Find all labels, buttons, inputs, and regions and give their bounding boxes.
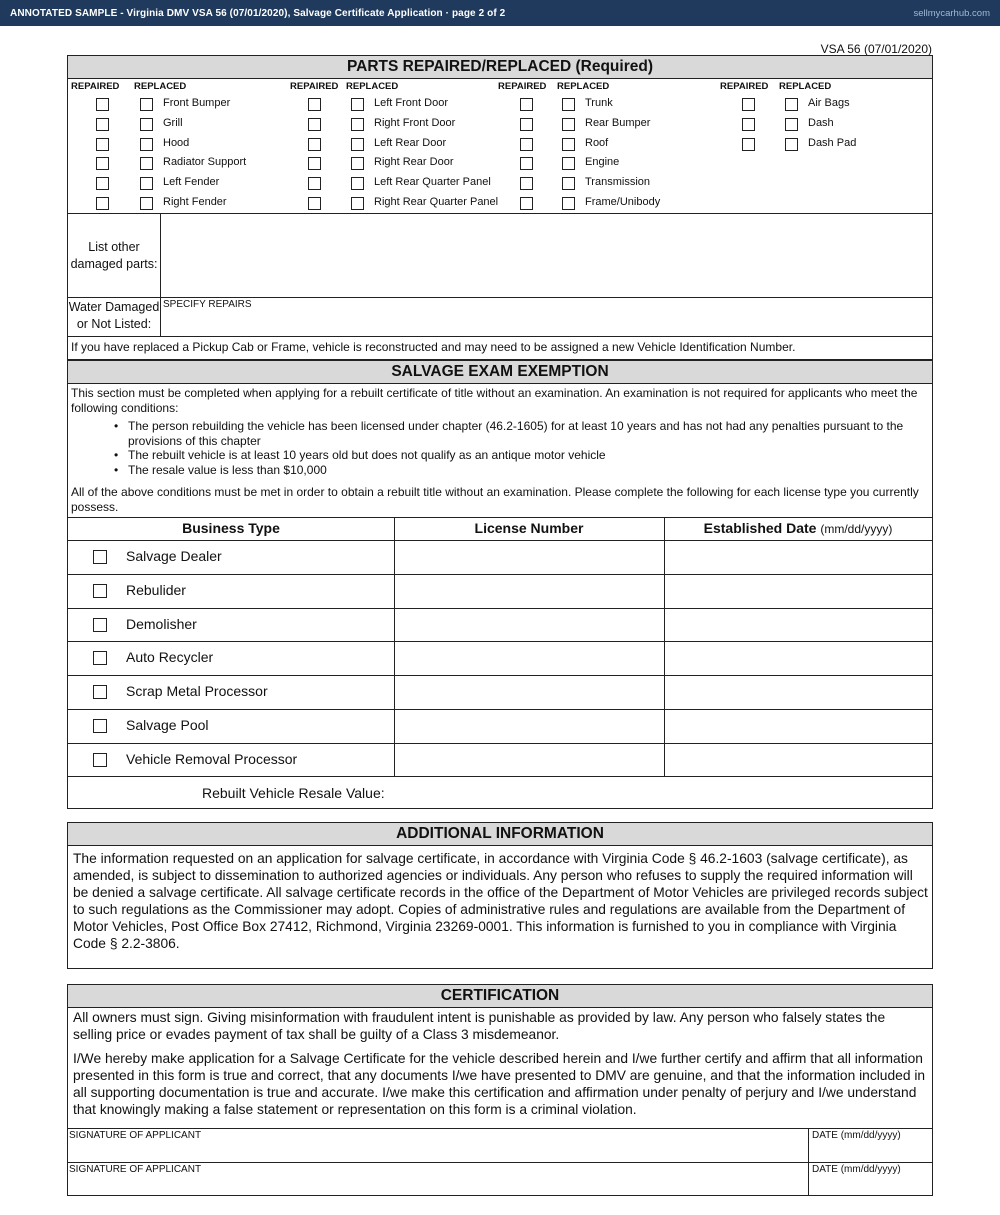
bullet-icon: •	[114, 448, 119, 462]
part-label: Right Rear Quarter Panel	[374, 196, 499, 208]
divider	[664, 517, 665, 776]
established-date-field[interactable]	[666, 711, 930, 741]
business-type-label: Scrap Metal Processor	[126, 683, 268, 699]
business-type-label: Rebulider	[126, 582, 186, 598]
parts-section	[67, 55, 933, 360]
divider	[394, 517, 395, 776]
established-date-field[interactable]	[666, 610, 930, 640]
part-label: Roof	[585, 137, 609, 149]
repaired-checkbox[interactable]	[742, 118, 755, 131]
established-date-field[interactable]	[666, 745, 930, 775]
divider	[68, 709, 932, 710]
additional-info-section	[67, 822, 933, 969]
specify-repairs-field[interactable]	[161, 311, 932, 336]
business-type-label: Vehicle Removal Processor	[126, 751, 298, 767]
replaced-checkbox[interactable]	[351, 118, 364, 131]
col-header-repaired: REPAIRED	[290, 81, 339, 92]
top-banner	[0, 0, 1000, 26]
replaced-checkbox[interactable]	[785, 98, 798, 111]
license-number-field[interactable]	[396, 610, 662, 640]
license-number-field[interactable]	[396, 711, 662, 741]
repaired-checkbox[interactable]	[96, 177, 109, 190]
banner-title: ANNOTATED SAMPLE - Virginia DMV VSA 56 (07/01/2020), Salvage Certificate Application · page 2 of 2	[10, 7, 506, 19]
replaced-checkbox[interactable]	[562, 197, 575, 210]
replaced-checkbox[interactable]	[562, 138, 575, 151]
certification-warning: All owners must sign. Giving misinformation with fraudulent intent is punishable as provided by law. Any person who falsely states the selling price or evades payment of tax shall be guilty of a Class 3 misdemeanor.	[73, 1010, 886, 1042]
replaced-checkbox[interactable]	[562, 98, 575, 111]
repaired-checkbox[interactable]	[742, 98, 755, 111]
business-type-label: Demolisher	[126, 616, 197, 632]
license-number-field[interactable]	[396, 542, 662, 572]
parts-heading: PARTS REPAIRED/REPLACED (Required)	[68, 56, 932, 79]
repaired-checkbox[interactable]	[520, 98, 533, 111]
resale-value-field[interactable]	[398, 779, 928, 807]
part-label: Front Bumper	[163, 97, 231, 109]
replaced-checkbox[interactable]	[140, 197, 153, 210]
replaced-checkbox[interactable]	[351, 138, 364, 151]
banner-site: sellmycarhub.com	[913, 7, 990, 19]
replaced-checkbox[interactable]	[140, 118, 153, 131]
business-type-label: Salvage Dealer	[126, 548, 222, 564]
additional-info-heading: ADDITIONAL INFORMATION	[68, 823, 932, 846]
water-damaged-label: Water Damaged or Not Listed:	[68, 300, 160, 331]
condition-text: The resale value is less than $10,000	[128, 462, 327, 477]
part-label: Dash Pad	[808, 137, 857, 149]
established-date-field[interactable]	[666, 677, 930, 707]
part-label: Grill	[163, 117, 183, 129]
divider	[808, 1129, 809, 1162]
signature-label: SIGNATURE OF APPLICANT	[69, 1164, 202, 1175]
divider	[68, 608, 932, 609]
part-label: Air Bags	[808, 97, 850, 109]
col-established-date	[664, 517, 932, 540]
part-label: Left Rear Quarter Panel	[374, 176, 491, 188]
part-label: Engine	[585, 156, 620, 168]
col-header-replaced: REPLACED	[779, 81, 832, 92]
part-label: Transmission	[585, 176, 650, 188]
repaired-checkbox[interactable]	[308, 138, 321, 151]
divider	[68, 297, 932, 298]
license-number-field[interactable]	[396, 643, 662, 673]
signature-row[interactable]	[68, 1128, 932, 1162]
repaired-checkbox[interactable]	[96, 197, 109, 210]
repaired-checkbox[interactable]	[308, 118, 321, 131]
part-label: Left Front Door	[374, 97, 448, 109]
part-label: Dash	[808, 117, 834, 129]
repaired-checkbox[interactable]	[520, 197, 533, 210]
exemption-outro: All of the above conditions must be met in order to obtain a rebuilt title without an examination. Please complete the following for each license type you currently possess.	[71, 485, 919, 514]
replaced-checkbox[interactable]	[785, 118, 798, 131]
replaced-checkbox[interactable]	[140, 138, 153, 151]
replaced-checkbox[interactable]	[351, 98, 364, 111]
business-type-checkbox[interactable]	[93, 584, 107, 598]
replaced-checkbox[interactable]	[351, 177, 364, 190]
certification-heading: CERTIFICATION	[68, 985, 932, 1008]
part-label: Left Rear Door	[374, 137, 447, 149]
condition-text: The person rebuilding the vehicle has been licensed under chapter (46.2-1605) for at least 10 years and has not had any penalties pursuant to the provisions of this chapter	[128, 419, 904, 448]
part-label: Right Front Door	[374, 117, 456, 129]
repaired-checkbox[interactable]	[308, 197, 321, 210]
col-header-repaired: REPAIRED	[71, 81, 120, 92]
reconstructed-notice: If you have replaced a Pickup Cab or Frame, vehicle is reconstructed and may need to be assigned a new Vehicle Identification Number.	[71, 340, 796, 354]
divider	[68, 776, 932, 777]
replaced-checkbox[interactable]	[140, 177, 153, 190]
col-business-type: Business Type	[182, 520, 280, 536]
condition-item	[114, 448, 918, 463]
divider	[68, 540, 932, 541]
replaced-checkbox[interactable]	[140, 157, 153, 170]
business-type-checkbox[interactable]	[93, 651, 107, 665]
repaired-checkbox[interactable]	[308, 98, 321, 111]
established-date-field[interactable]	[666, 576, 930, 606]
license-number-field[interactable]	[396, 745, 662, 775]
divider	[68, 743, 932, 744]
part-label: Frame/Unibody	[585, 196, 661, 208]
replaced-checkbox[interactable]	[562, 157, 575, 170]
col-header-repaired: REPAIRED	[498, 81, 547, 92]
certification-statement: I/We hereby make application for a Salvage Certificate for the vehicle described herein and I/we further certify and affirm that all information presented in this form is true and correct, that any documents I/we have presented to DMV are genuine, and that the information included in all supporting documentation is true and accurate. I/we make this certification and affirmation under penalty of perjury and I/we understand that knowingly making a false statement or representation on this form is a criminal violation.	[73, 1051, 926, 1117]
specify-repairs-label: SPECIFY REPAIRS	[163, 299, 252, 310]
divider	[68, 574, 932, 575]
established-date-field[interactable]	[666, 643, 930, 673]
col-established-format: (mm/dd/yyyy)	[820, 522, 893, 536]
certification-section	[67, 984, 933, 1196]
col-established-label: Established Date	[703, 520, 817, 536]
exemption-heading: SALVAGE EXAM EXEMPTION	[68, 361, 932, 384]
divider	[68, 336, 932, 337]
date-label: DATE (mm/dd/yyyy)	[812, 1164, 901, 1175]
repaired-checkbox[interactable]	[520, 118, 533, 131]
replaced-checkbox[interactable]	[351, 197, 364, 210]
condition-item	[114, 419, 918, 448]
part-label: Radiator Support	[163, 156, 247, 168]
business-type-checkbox[interactable]	[93, 550, 107, 564]
col-header-repaired: REPAIRED	[720, 81, 769, 92]
business-type-label: Salvage Pool	[126, 717, 209, 733]
part-label: Right Rear Door	[374, 156, 454, 168]
exemption-section	[67, 360, 933, 809]
business-type-checkbox[interactable]	[93, 719, 107, 733]
condition-text: The rebuilt vehicle is at least 10 years old but does not qualify as an antique motor vehicle	[128, 448, 606, 462]
replaced-checkbox[interactable]	[140, 98, 153, 111]
repaired-checkbox[interactable]	[96, 157, 109, 170]
repaired-checkbox[interactable]	[308, 177, 321, 190]
divider	[68, 675, 932, 676]
business-type-checkbox[interactable]	[93, 618, 107, 632]
col-header-replaced: REPLACED	[134, 81, 187, 92]
bullet-icon: •	[114, 419, 119, 433]
repaired-checkbox[interactable]	[742, 138, 755, 151]
established-date-field[interactable]	[666, 542, 930, 572]
part-label: Left Fender	[163, 176, 220, 188]
exemption-intro: This section must be completed when applying for a rebuilt certificate of title without an examination. An examination is not required for applicants who meet the following conditions:	[71, 386, 918, 415]
business-type-checkbox[interactable]	[93, 753, 107, 767]
repaired-checkbox[interactable]	[520, 157, 533, 170]
business-type-label: Auto Recycler	[126, 649, 214, 665]
replaced-checkbox[interactable]	[562, 118, 575, 131]
part-label: Trunk	[585, 97, 613, 109]
condition-list	[114, 419, 918, 477]
signature-row[interactable]	[68, 1162, 932, 1196]
signature-label: SIGNATURE OF APPLICANT	[69, 1130, 202, 1141]
business-type-checkbox[interactable]	[93, 685, 107, 699]
col-header-replaced: REPLACED	[346, 81, 399, 92]
condition-item	[114, 462, 918, 478]
replaced-checkbox[interactable]	[562, 177, 575, 190]
license-number-field[interactable]	[396, 576, 662, 606]
additional-info-text: The information requested on an application for salvage certificate, in accordance with Virginia Code § 46.2-1603 (salvage certificate), as amended, is subject to dissemination to authorized agencies or individuals. Any person who refuses to supply the required information will be denied a salvage certificate. All salvage certificate records in the office of the Department of Motor Vehicles are privileged records subject to such regulations as the Commissioner may adopt. Copies of administrative rules and regulations are available from the Department of Motor Vehicles, Post Office Box 27412, Richmond, Virginia 23269-0001. This information is furnished to you in compliance with Virginia Code § 2.2-3806.	[73, 851, 928, 951]
divider	[68, 641, 932, 642]
col-license-number: License Number	[474, 520, 584, 536]
license-number-field[interactable]	[396, 677, 662, 707]
repaired-checkbox[interactable]	[520, 138, 533, 151]
repaired-checkbox[interactable]	[520, 177, 533, 190]
form-number: VSA 56 (07/01/2020)	[820, 42, 932, 56]
repaired-checkbox[interactable]	[96, 118, 109, 131]
replaced-checkbox[interactable]	[351, 157, 364, 170]
other-parts-field[interactable]	[161, 214, 932, 296]
repaired-checkbox[interactable]	[96, 138, 109, 151]
resale-value-label: Rebuilt Vehicle Resale Value:	[202, 785, 385, 801]
bullet-icon: •	[114, 462, 119, 477]
part-label: Hood	[163, 137, 190, 149]
date-label: DATE (mm/dd/yyyy)	[812, 1130, 901, 1141]
part-label: Rear Bumper	[585, 117, 651, 129]
other-parts-label: List other damaged parts:	[70, 240, 158, 271]
repaired-checkbox[interactable]	[96, 98, 109, 111]
repaired-checkbox[interactable]	[308, 157, 321, 170]
part-label: Right Fender	[163, 196, 227, 208]
divider	[808, 1163, 809, 1196]
col-header-replaced: REPLACED	[557, 81, 610, 92]
replaced-checkbox[interactable]	[785, 138, 798, 151]
